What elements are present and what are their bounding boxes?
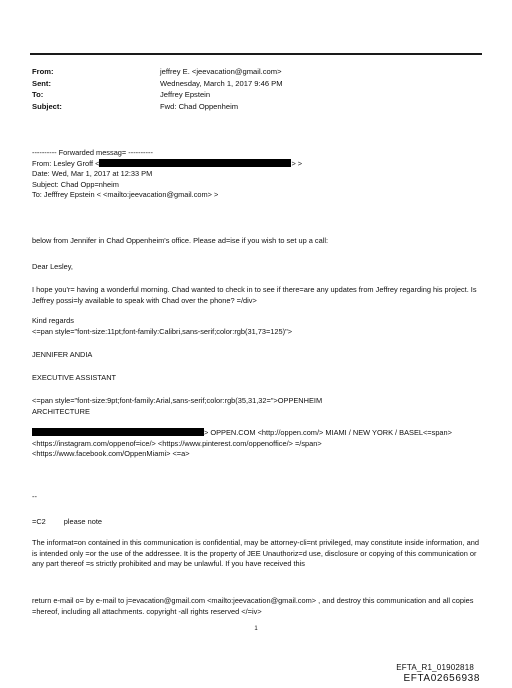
to-row	[32, 89, 472, 101]
links-block	[32, 428, 482, 460]
sent-value: Wednesday, March 1, 2017 9:46 PM	[160, 78, 283, 88]
salutation: Dear Lesley,	[32, 262, 73, 271]
confidentiality-notice: The informat=on contained in this communication is confidential, may be attorney-cli=nt privileged, may constitute inside information, and is intended only =or the use of the addressee. It is the property of JEE Unauthoriz=d use, disclosure or copying of this communication or any part thereof =s strictly prohibited and may be unlawful. If you have received this	[32, 538, 479, 569]
to-label: To:	[32, 90, 44, 100]
links-line-2: <https://instagram.com/oppenof=ice/> <https://www.pinterest.com/oppenoffice/> =/span>	[32, 438, 322, 448]
top-rule	[30, 53, 482, 55]
redaction-bar	[32, 428, 204, 436]
forwarded-block	[32, 148, 482, 201]
signature-company-span: <=pan style="font-size:9pt;font-family:Arial,sans-serif;color:rgb(35,31,32=">OPPENHEIM	[32, 396, 323, 405]
forwarded-date: Date: Wed, Mar 1, 2017 at 12:33 PM	[32, 169, 153, 179]
email-header	[32, 66, 472, 112]
forwarded-subject: Subject: Chad Opp=nheim	[32, 179, 119, 189]
bates-number-small: EFTA_R1_01902818	[396, 663, 474, 672]
signature-company-block	[32, 396, 482, 417]
note-text: please note	[63, 517, 102, 526]
forwarded-from-suffix: > >	[291, 158, 303, 168]
forwarded-line: ---------- Forwarded messag= ----------	[32, 148, 153, 157]
from-value: jeffrey E. <jeevacation@gmail.com>	[160, 67, 282, 76]
note-code: =C2	[32, 517, 46, 526]
signature-title: EXECUTIVE ASSISTANT	[32, 373, 117, 382]
subject-label: Subject:	[32, 101, 62, 111]
intro-text: below from Jennifer in Chad Oppenheim's office. Please ad=ise if you wish to set up a call:	[32, 236, 329, 245]
signature-name: JENNIFER ANDIA	[32, 350, 93, 359]
subject-value: Fwd: Chad Oppenheim	[160, 101, 239, 111]
links-line-1-text: > OPPEN.COM <http://oppen.com/> MIAMI / NEW YORK / BASEL<=span>	[204, 428, 452, 437]
kind-regards: Kind regards	[32, 316, 74, 325]
to-value: Jeffrey Epstein	[160, 90, 211, 100]
page-number: 1	[254, 626, 258, 632]
bates-number-large: EFTA02656938	[403, 673, 480, 684]
links-line-1	[32, 428, 482, 439]
from-row	[32, 66, 472, 78]
return-notice: return e-mail o= by e-mail to j=evacation@gmail.com <mailto:jeevacation@gmail.com> , and destroy this communication and all copies =hereof, including all attachments. copyright -all rights reserved </=iv>	[32, 596, 474, 616]
message-paragraph: I hope you'r= having a wonderful morning. Chad wanted to check in to see if there=are any updates from Jeffrey regarding his project. Is Jeffrey possi=ly available to speak with Chad over the phone? =/div>	[32, 285, 477, 305]
forwarded-to: To: Jefffrey Epstein < <mailto:jeevacation@gmail.com> >	[32, 190, 219, 200]
forwarded-from-prefix: From: Lesley Groff <	[32, 158, 100, 168]
signature-separator: --	[32, 492, 37, 501]
signature-company: ARCHITECTURE	[32, 406, 90, 416]
redaction-bar	[99, 159, 291, 167]
subject-row	[32, 101, 472, 113]
forwarded-from	[32, 159, 482, 170]
links-line-3: <https://www.facebook.com/OppenMiami> <=a>	[32, 449, 190, 459]
sent-row	[32, 78, 472, 90]
kind-regards-block	[32, 316, 482, 337]
kind-regards-span: <=pan style="font-size:11pt;font-family:Calibri,sans-serif;color:rgb(31,73=125)">	[32, 326, 293, 336]
note-line	[32, 517, 482, 528]
sent-label: Sent:	[32, 78, 51, 88]
from-label: From:	[32, 67, 54, 76]
